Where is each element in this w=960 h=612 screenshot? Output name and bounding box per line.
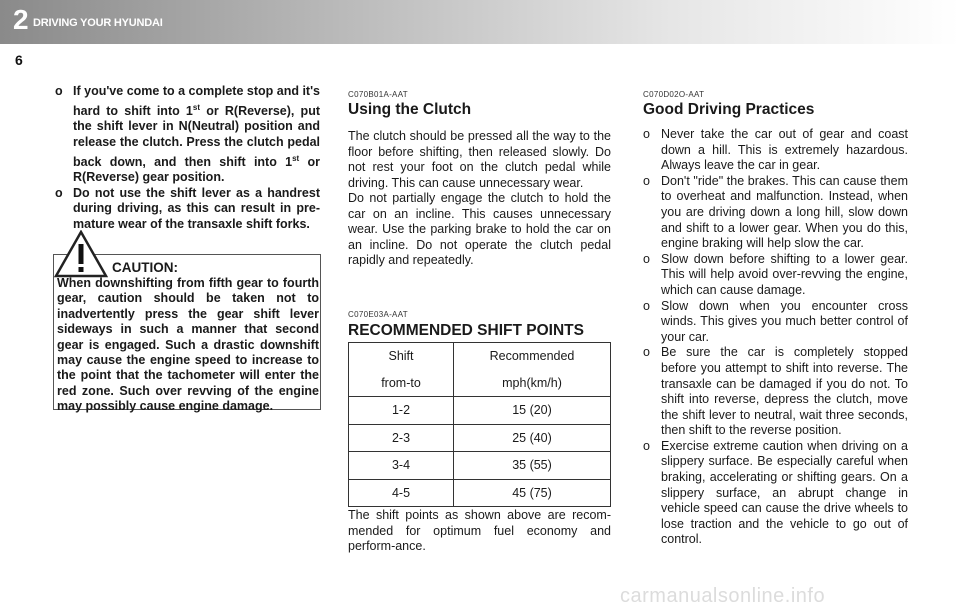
section-code: C070B01A-AAT [348, 90, 408, 99]
shift-cell: 1-2 [349, 397, 454, 425]
list-item [643, 439, 908, 548]
paragraph: The clutch should be pressed all the way to the floor before shifting, then released slowly. Do not rest your foot on the clutch pedal while driving. This can cause unnecessary wear. [348, 129, 611, 190]
bullet-text: Be sure the car is completely stopped before you attempt to shift into reverse. The transaxle can be damaged if you do not. To shift into reverse, depress the clutch, move the shift lever to neutral, wait three seconds, then shift to the reverse position. [661, 345, 908, 438]
table-header-row [349, 370, 611, 397]
table-header-cell: Shift [349, 343, 454, 370]
chapter-title: DRIVING YOUR HYUNDAI [33, 17, 163, 29]
bullet-text: If you've come to a complete stop and it's hard to shift into 1 [73, 84, 320, 118]
list-item [643, 299, 908, 346]
table-header-cell: Recommended [489, 349, 575, 364]
table-row [349, 452, 611, 480]
list-item [643, 345, 908, 439]
table-row [349, 479, 611, 507]
superscript: st [292, 153, 300, 163]
bullet-mark: o [55, 84, 63, 98]
bullet-mark: o [643, 345, 650, 360]
bullet-mark: o [643, 438, 650, 453]
table-header-row [349, 343, 611, 370]
bullet-mark: o [643, 173, 650, 188]
bullet-text: Exercise extreme caution when driving on a slippery surface. Be especially careful when braking, accelerating or shifting gears. On a slippery surface, an abrupt change in vehicle speed can cause the drive wheels to lose traction and the vehicle to go out of control. [661, 438, 908, 547]
clutch-section [348, 90, 611, 269]
page-number: 6 [15, 52, 23, 68]
chapter-number: 2 [13, 4, 29, 35]
shift-points-section [348, 310, 611, 340]
bullet-text: Slow down when you encounter cross winds. This gives you much better control of your car. [661, 298, 908, 344]
table-row [349, 397, 611, 425]
bullet-text: Don't "ride" the brakes. This can cause them to overheat and malfunction. Instead, when you are driving down a long hill, slow down and shift to a lower gear. When you do this, engine braking will help slow the car. [661, 173, 908, 251]
bullet-mark: o [643, 127, 650, 141]
section-title: Using the Clutch [348, 101, 472, 118]
shift-points-table [348, 342, 611, 507]
table-header-cell: mph(km/h) [502, 375, 562, 390]
bullet-text: Do not use the shift lever as a handrest during driving, as this can result in pre-mature wear of the transaxle shift forks. [73, 185, 320, 232]
speed-cell: 15 (20) [454, 397, 611, 425]
watermark: carmanualsonline.info [620, 585, 826, 607]
shift-cell: 2-3 [349, 424, 454, 452]
shift-tips-section [55, 84, 320, 233]
section-code: C070E03A-AAT [348, 310, 408, 319]
practice-list [643, 127, 908, 548]
speed-cell: 25 (40) [454, 424, 611, 452]
list-item [643, 127, 908, 174]
list-item [643, 174, 908, 252]
bullet-mark: o [643, 251, 650, 266]
good-driving-section [643, 90, 908, 548]
shift-points-note: The shift points as shown above are recom-mended for optimum fuel economy and perform-ance. [348, 508, 611, 553]
bullet-text: or R(Reverse), put the shift lever in N(Neutral) position and release the clutch. Press the clutch pedal back down, and then shift into 1 [73, 103, 320, 169]
paragraph: Do not partially engage the clutch to hold the car on an incline. This causes unnecessary wear. Use the parking brake to hold the car on an incline. Do not operate the clutch pedal rapidly and repeatedly. [348, 191, 611, 267]
bullet-mark: o [643, 298, 650, 313]
table-header-cell: from-to [349, 370, 454, 397]
shift-cell: 3-4 [349, 452, 454, 480]
superscript: st [192, 102, 201, 112]
warning-triangle-icon [54, 230, 108, 278]
list-item [643, 252, 908, 299]
caution-title: CAUTION: [112, 260, 178, 275]
bullet-text: Slow down before shifting to a lower gear. This will help avoid over-revving the engine, which can cause damage. [661, 251, 908, 297]
table-row [349, 424, 611, 452]
list-item [55, 186, 320, 233]
bullet-text: or R(Reverse) gear position. [73, 154, 320, 185]
section-code: C070D02O-AAT [643, 90, 705, 99]
section-title: Good Driving Practices [643, 101, 815, 118]
bullet-text: Never take the car out of gear and coast down a hill. This is extremely hazardous. Always leave the car in gear. [661, 127, 908, 173]
speed-cell: 35 (55) [454, 452, 611, 480]
bullet-mark: o [55, 185, 63, 200]
caution-text: When downshifting from fifth gear to fourth gear, caution should be taken not to inadvertently press the gear shift lever sideways in such a manner that second gear is engaged. Such a drastic downshift may cause the engine speed to increase to the point that the tachometer will enter the red zone. Such over revving of the engine may possibly cause engine damage. [57, 276, 319, 414]
list-item [55, 84, 320, 186]
section-title: RECOMMENDED SHIFT POINTS [348, 322, 584, 339]
speed-cell: 45 (75) [454, 479, 611, 507]
shift-cell: 4-5 [349, 479, 454, 507]
